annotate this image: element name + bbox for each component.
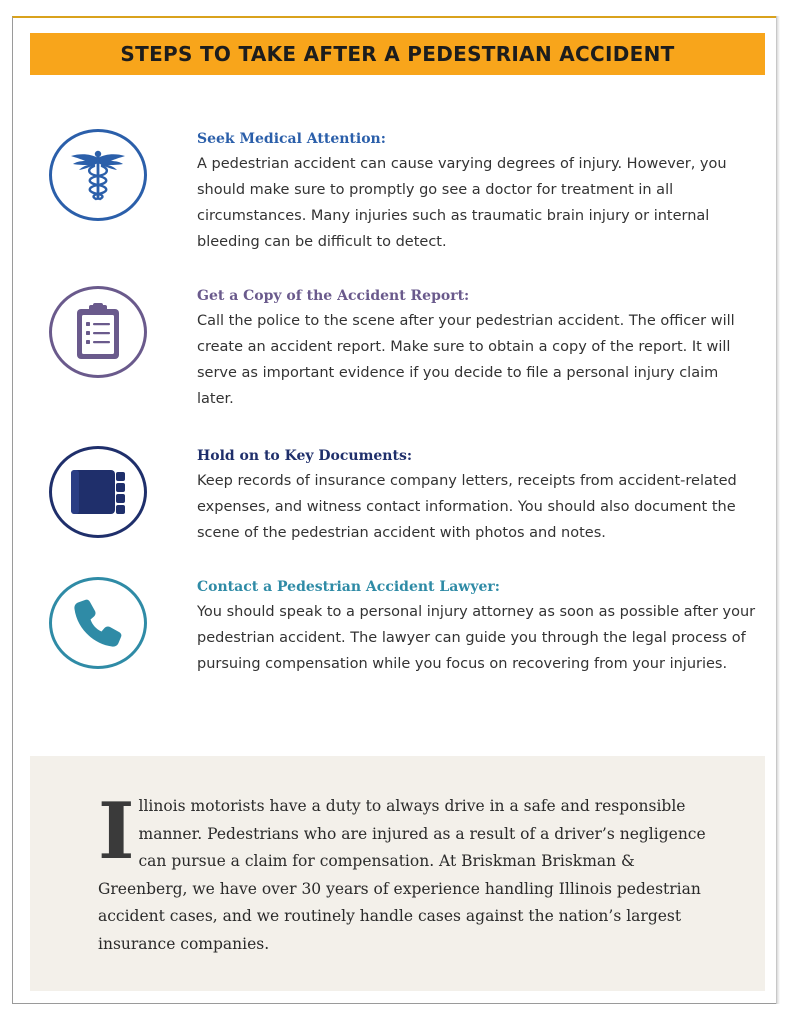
step-body: A pedestrian accident can cause varying degrees of injury. However, you should make sure to promptly go see a doctor for treatment in all circumstances. Many injuries such as traumatic brain injury or internal bleeding can be difficult to detect. [197,156,727,250]
step-text [197,446,757,546]
step-title: Get a Copy of the Accident Report: [197,288,470,304]
step-body: Call the police to the scene after your pedestrian accident. The officer will create an accident report. Make sure to obtain a copy of the report. It will serve as important evidence if you decide to file a personal injury claim later. [197,313,735,407]
callout-text [98,786,728,958]
step-title: Hold on to Key Documents: [197,448,412,464]
callout-paragraph: llinois motorists have a duty to always drive in a safe and responsible manner. Pedestrians who are injured as a result of a driver’s negligence can pursue a claim for compensation. At Briskman Briskman & Greenberg, we have over 30 years of experience handling Illinois pedestrian accident cases, and we routinely handle cases against the nation’s largest insurance companies. [98,797,706,953]
phone-icon [49,577,147,669]
drop-cap: I [98,786,135,877]
caduceus-icon [49,129,147,221]
title-banner [30,33,765,75]
callout-box [30,756,765,991]
step-body: Keep records of insurance company letters, receipts from accident-related expenses, and witness contact information. You should also document the scene of the pedestrian accident with photos and notes. [197,473,737,541]
step-text [197,129,757,255]
step-title: Contact a Pedestrian Accident Lawyer: [197,579,500,595]
step-title: Seek Medical Attention: [197,131,386,147]
step-text [197,286,757,412]
clipboard-icon [49,286,147,378]
step-body: You should speak to a personal injury attorney as soon as possible after your pedestrian accident. The lawyer can guide you through the legal process of pursuing compensation while you focus on recovering from your injuries. [197,604,756,672]
step-text [197,577,757,677]
page-shadow [776,16,780,1004]
page-title: STEPS TO TAKE AFTER A PEDESTRIAN ACCIDENT [120,42,675,66]
binder-icon [49,446,147,538]
